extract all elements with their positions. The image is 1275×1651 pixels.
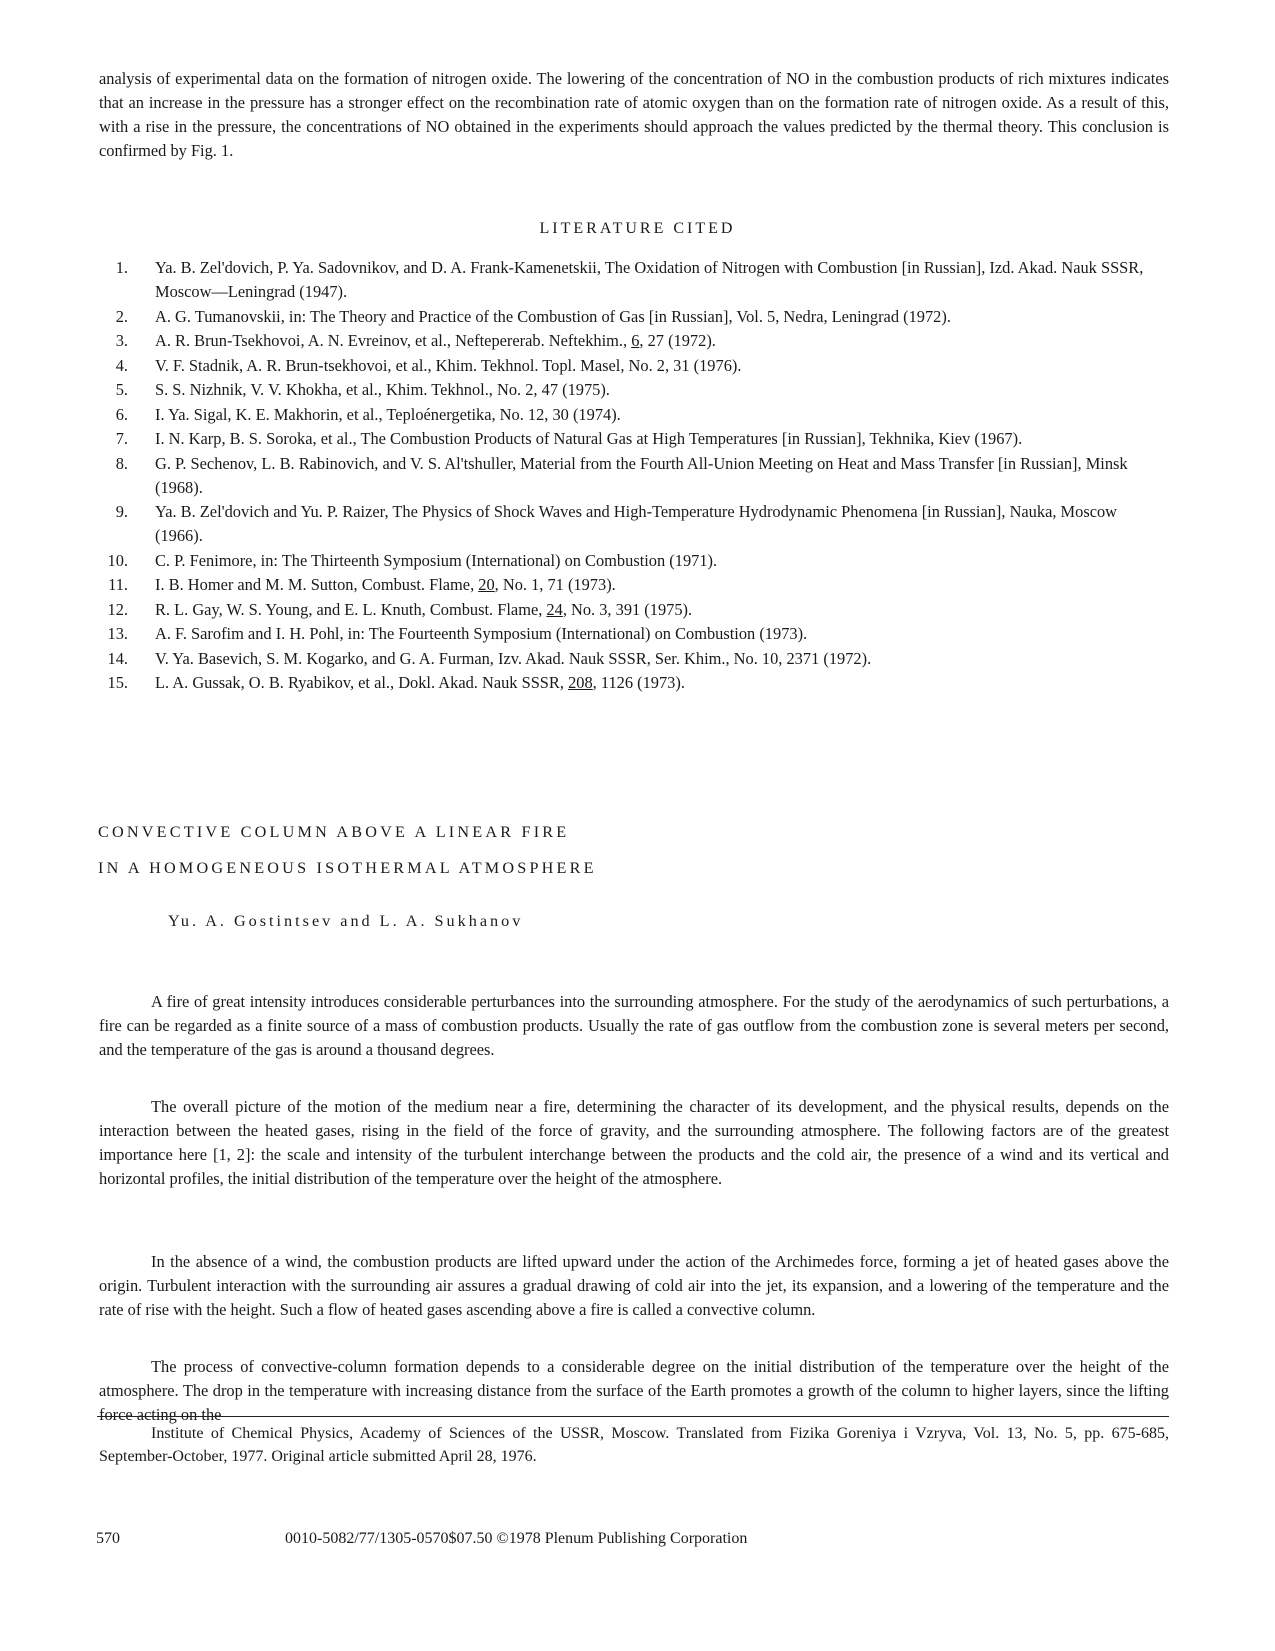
reference-text: A. R. Brun-Tsekhovoi, A. N. Evreinov, et al., Neftepererab. Neftekhim., 6, 27 (1972). xyxy=(155,331,716,350)
reference-item xyxy=(0,427,1167,451)
reference-number: 5. xyxy=(115,380,128,399)
reference-number: 2. xyxy=(115,306,128,326)
reference-item xyxy=(0,671,1167,695)
reference-number: 13. xyxy=(107,624,128,643)
reference-text: V. Ya. Basevich, S. M. Kogarko, and G. A. Furman, Izv. Akad. Nauk SSSR, Ser. Khim., No. 10, 2371 (1972). xyxy=(155,648,872,668)
reference-text: Ya. B. Zel'dovich and Yu. P. Raizer, The Physics of Shock Waves and High-Temperature Hydrodynamic Phenomena [in Russian], Nauka, Moscow (1966). xyxy=(155,502,1117,545)
reference-number: 14. xyxy=(107,648,128,668)
literature-cited-heading: LITERATURE CITED xyxy=(539,220,736,237)
reference-text: R. L. Gay, W. S. Young, and E. L. Knuth, Combust. Flame, 24, No. 3, 391 (1975). xyxy=(155,599,693,619)
reference-text: L. A. Gussak, O. B. Ryabikov, et al., Dokl. Akad. Nauk SSSR, 208, 1126 (1973). xyxy=(155,673,685,692)
body-paragraph: In the absence of a wind, the combustion products are lifted upward under the action of the Archimedes force, forming a jet of heated gases above the origin. Turbulent interaction with the surrounding air assures a gradual drawing of cold air into the jet, its expansion, and a lowering of the temperature and the rate of rise with the height. Such a flow of heated gases ascending above a fire is called a convective column. xyxy=(99,1252,1169,1319)
reference-item xyxy=(0,647,1167,671)
reference-text: C. P. Fenimore, in: The Thirteenth Symposium (International) on Combustion (1971). xyxy=(155,550,718,570)
reference-text: A. F. Sarofim and I. H. Pohl, in: The Fourteenth Symposium (International) on Combustion (1973). xyxy=(155,624,808,643)
reference-item xyxy=(0,378,1167,402)
reference-list xyxy=(0,256,1275,696)
reference-number: 11. xyxy=(108,575,128,594)
reference-text: G. P. Sechenov, L. B. Rabinovich, and V. S. Al'tshuller, Material from the Fourth All-Union Meeting on Heat and Mass Transfer [in Russian], Minsk (1968). xyxy=(155,453,1128,497)
reference-text: V. F. Stadnik, A. R. Brun-tsekhovoi, et al., Khim. Tekhnol. Topl. Masel, No. 2, 31 (1976). xyxy=(155,355,742,375)
reference-item xyxy=(0,598,1167,622)
reference-item xyxy=(0,500,1167,548)
footnote: Institute of Chemical Physics, Academy of Sciences of the USSR, Moscow. Translated from Fizika Goreniya i Vzryva, Vol. 13, No. 5, pp. 675-685, September-October, 1977. Original article submitted April 28, 1976. xyxy=(99,1425,1169,1465)
body-paragraph: The overall picture of the motion of the medium near a fire, determining the character of its development, and the physical results, depends on the interaction between the heated gases, rising in the field of the force of gravity, and the surrounding atmosphere. The following factors are of the greatest importance here [1, 2]: the scale and intensity of the turbulent interchange between the products and the cold air, the presence of a wind and its vertical and horizontal profiles, the initial distribution of the temperature over the height of the atmosphere. xyxy=(99,1097,1169,1188)
reference-item xyxy=(0,256,1167,304)
reference-item xyxy=(0,305,1167,329)
reference-item xyxy=(0,573,1167,597)
reference-number: 10. xyxy=(107,550,128,570)
reference-text: S. S. Nizhnik, V. V. Khokha, et al., Khim. Tekhnol., No. 2, 47 (1975). xyxy=(155,380,610,399)
reference-item xyxy=(0,329,1167,353)
reference-text: I. B. Homer and M. M. Sutton, Combust. Flame, 20, No. 1, 71 (1973). xyxy=(155,575,616,594)
reference-number: 7. xyxy=(115,429,128,448)
reference-number: 8. xyxy=(115,453,128,473)
reference-item xyxy=(0,403,1167,427)
article-title-line-1: CONVECTIVE COLUMN ABOVE A LINEAR FIRE xyxy=(98,823,570,841)
reference-text: I. Ya. Sigal, K. E. Makhorin, et al., Teploénergetika, No. 12, 30 (1974). xyxy=(155,404,621,424)
reference-number: 1. xyxy=(115,258,128,277)
reference-item xyxy=(0,452,1167,500)
reference-number: 12. xyxy=(107,599,128,619)
body-paragraph: A fire of great intensity introduces considerable perturbances into the surrounding atmosphere. For the study of the aerodynamics of such perturbations, a fire can be regarded as a finite source of a mass of combustion products. Usually the rate of gas outflow from the combustion zone is several meters per second, and the temperature of the gas is around a thousand degrees. xyxy=(99,992,1169,1059)
copyright-line: 0010-5082/77/1305-0570$07.50 ©1978 Plenum Publishing Corporation xyxy=(285,1530,748,1547)
footnote-divider xyxy=(97,1416,1169,1417)
reference-number: 15. xyxy=(107,673,128,692)
reference-number: 4. xyxy=(115,355,128,375)
intro-paragraph: analysis of experimental data on the formation of nitrogen oxide. The lowering of the concentration of NO in the combustion products of rich mixtures indicates that an increase in the pressure has a stronger effect on the recombination rate of atomic oxygen than on the formation rate of nitrogen oxide. As a result of this, with a rise in the pressure, the concentrations of NO obtained in the experiments should approach the values predicted by the thermal theory. This conclusion is confirmed by Fig. 1. xyxy=(99,69,1169,160)
body-paragraph: The process of convective-column formation depends to a considerable degree on the initial distribution of the temperature over the height of the atmosphere. The drop in the temperature with increasing distance from the surface of the Earth promotes a growth of the column to higher layers, since the lifting force acting on the xyxy=(99,1357,1169,1424)
reference-text: I. N. Karp, B. S. Soroka, et al., The Combustion Products of Natural Gas at High Temperatures [in Russian], Tekhnika, Kiev (1967). xyxy=(155,429,1023,448)
reference-number: 9. xyxy=(115,502,128,521)
reference-number: 3. xyxy=(115,331,128,350)
journal-volume: 208 xyxy=(568,673,593,692)
reference-number: 6. xyxy=(115,404,128,424)
reference-text: Ya. B. Zel'dovich, P. Ya. Sadovnikov, and D. A. Frank-Kamenetskii, The Oxidation of Nitrogen with Combustion [in Russian], Izd. Akad. Nauk SSSR, Moscow—Leningrad (1947). xyxy=(155,258,1144,301)
journal-volume: 24 xyxy=(546,599,563,619)
page-number: 570 xyxy=(96,1530,120,1547)
reference-item xyxy=(0,622,1167,646)
journal-volume: 6 xyxy=(631,331,640,350)
reference-item xyxy=(0,549,1167,573)
article-authors: Yu. A. Gostintsev and L. A. Sukhanov xyxy=(168,912,524,930)
journal-volume: 20 xyxy=(478,575,495,594)
reference-item xyxy=(0,354,1167,378)
article-title-line-2: IN A HOMOGENEOUS ISOTHERMAL ATMOSPHERE xyxy=(98,859,597,877)
reference-text: A. G. Tumanovskii, in: The Theory and Practice of the Combustion of Gas [in Russian], Vol. 5, Nedra, Leningrad (1972). xyxy=(155,306,951,326)
